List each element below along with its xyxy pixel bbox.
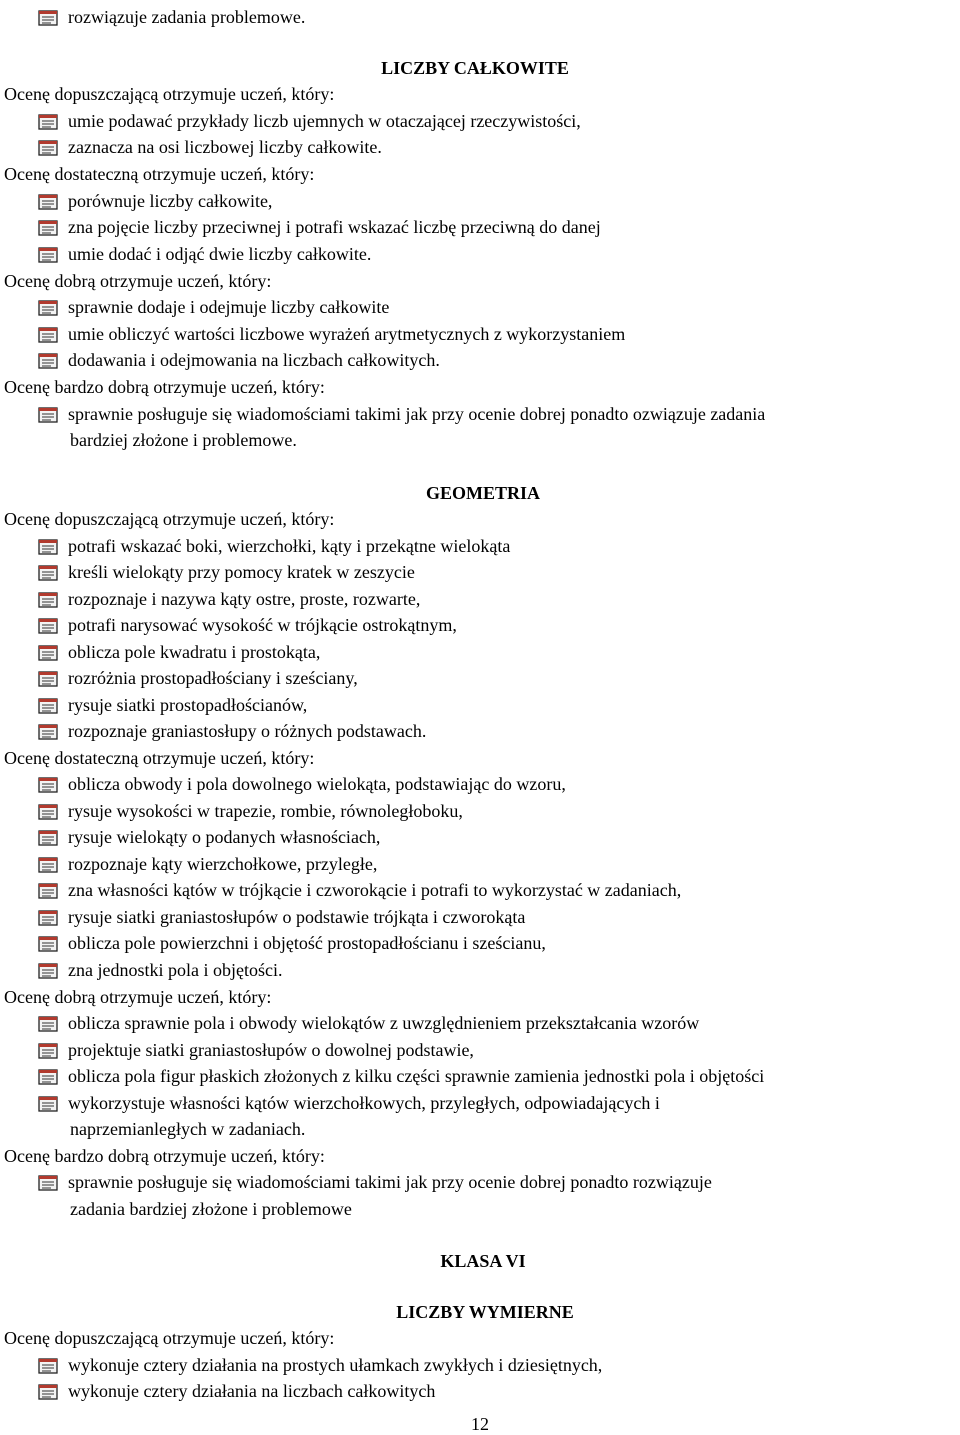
notepad-icon	[38, 1096, 58, 1112]
bullet-icon	[38, 406, 58, 422]
bullet-item	[0, 561, 960, 583]
bullet-icon	[38, 326, 58, 342]
grade-intro-text: Ocenę bardzo dobrą otrzymuje uczeń, który:	[4, 377, 325, 397]
bullet-icon	[38, 644, 58, 660]
notepad-icon	[38, 220, 58, 236]
bullet-text: potrafi wskazać boki, wierzchołki, kąty i przekątne wielokąta	[68, 536, 511, 556]
bullet-text: zna jednostki pola i objętości.	[68, 960, 283, 980]
bullet-item	[0, 6, 960, 28]
bullet-text: oblicza pole powierzchni i objętość prostopadłościanu i sześcianu,	[68, 933, 546, 953]
grade-intro-text: Ocenę dostateczną otrzymuje uczeń, który:	[4, 164, 315, 184]
bullet-text: kreśli wielokąty przy pomocy kratek w zeszycie	[68, 562, 415, 582]
bullet-text: sprawnie dodaje i odejmuje liczby całkowite	[68, 297, 390, 317]
bullet-item	[0, 667, 960, 689]
bullet-item	[0, 535, 960, 557]
bullet-item	[0, 1354, 960, 1376]
bullet-icon	[38, 352, 58, 368]
bullet-icon	[38, 670, 58, 686]
notepad-icon	[38, 777, 58, 793]
bullet-text: oblicza pola figur płaskich złożonych z kilku części sprawnie zamienia jednostki pola i objętości	[68, 1066, 765, 1086]
bullet-text: sprawnie posługuje się wiadomościami takimi jak przy ocenie dobrej ponadto rozwiązuje	[68, 1172, 712, 1192]
bullet-item	[0, 906, 960, 928]
grade-intro-text: Ocenę dostateczną otrzymuje uczeń, który:	[4, 748, 315, 768]
notepad-icon	[38, 592, 58, 608]
bullet-icon	[38, 538, 58, 554]
notepad-icon	[38, 671, 58, 687]
bullet-text: zaznacza na osi liczbowej liczby całkowite.	[68, 137, 382, 157]
bullet-icon	[38, 113, 58, 129]
bullet-text: wykonuje cztery działania na prostych ułamkach zwykłych i dziesiętnych,	[68, 1355, 603, 1375]
bullet-text: rozpoznaje kąty wierzchołkowe, przyległe,	[68, 854, 378, 874]
bullet-item	[0, 800, 960, 822]
grade-intro-text: Ocenę bardzo dobrą otrzymuje uczeń, który:	[4, 1146, 325, 1166]
notepad-icon	[38, 539, 58, 555]
grade-intro-text: Ocenę dopuszczającą otrzymuje uczeń, który:	[4, 1328, 335, 1348]
section-heading: LICZBY CAŁKOWITE	[381, 58, 569, 78]
bullet-item	[0, 588, 960, 610]
grade-intro	[0, 376, 960, 398]
grade-intro	[0, 986, 960, 1008]
bullet-icon	[38, 1357, 58, 1373]
notepad-icon	[38, 327, 58, 343]
bullet-item	[0, 136, 960, 158]
notepad-icon	[38, 618, 58, 634]
bullet-text: zna pojęcie liczby przeciwnej i potrafi wskazać liczbę przeciwną do danej	[68, 217, 601, 237]
notepad-icon	[38, 804, 58, 820]
bullet-text: rysuje wysokości w trapezie, rombie, równoległoboku,	[68, 801, 463, 821]
bullet-continuation	[0, 429, 960, 451]
bullet-text: potrafi narysować wysokość w trójkącie ostrokątnym,	[68, 615, 457, 635]
bullet-icon	[38, 935, 58, 951]
bullet-item	[0, 826, 960, 848]
notepad-icon	[38, 910, 58, 926]
bullet-item	[0, 216, 960, 238]
grade-intro	[0, 1327, 960, 1349]
bullet-icon	[38, 299, 58, 315]
bullet-item	[0, 773, 960, 795]
bullet-item	[0, 694, 960, 716]
bullet-icon	[38, 909, 58, 925]
grade-intro-text: Ocenę dobrą otrzymuje uczeń, który:	[4, 987, 272, 1007]
bullet-text: projektuje siatki graniastosłupów o dowolnej podstawie,	[68, 1040, 474, 1060]
bullet-item	[0, 243, 960, 265]
notepad-icon	[38, 1016, 58, 1032]
bullet-text: porównuje liczby całkowite,	[68, 191, 273, 211]
bullet-text: sprawnie posługuje się wiadomościami takimi jak przy ocenie dobrej ponadto ozwiązuje zadania	[68, 404, 766, 424]
notepad-icon	[38, 1358, 58, 1374]
bullet-text: oblicza pole kwadratu i prostokąta,	[68, 642, 321, 662]
bullet-item	[0, 403, 960, 425]
continuation-text: zadania bardziej złożone i problemowe	[70, 1199, 352, 1219]
section-heading: LICZBY WYMIERNE	[396, 1302, 574, 1322]
notepad-icon	[38, 10, 58, 26]
bullet-item	[0, 1012, 960, 1034]
bullet-text: rysuje wielokąty o podanych własnościach,	[68, 827, 381, 847]
notepad-icon	[38, 1384, 58, 1400]
bullet-item	[0, 1039, 960, 1061]
bullet-icon	[38, 9, 58, 25]
grade-intro	[0, 508, 960, 530]
bullet-text: oblicza sprawnie pola i obwody wielokątów z uwzględnieniem przekształcania wzorów	[68, 1013, 700, 1033]
bullet-icon	[38, 1042, 58, 1058]
notepad-icon	[38, 724, 58, 740]
bullet-icon	[38, 803, 58, 819]
bullet-text: umie dodać i odjąć dwie liczby całkowite.	[68, 244, 372, 264]
continuation-text: bardziej złożone i problemowe.	[70, 430, 297, 450]
notepad-icon	[38, 883, 58, 899]
bullet-text: rozwiązuje zadania problemowe.	[68, 7, 306, 27]
section-heading: GEOMETRIA	[425, 483, 540, 503]
bullet-text: wykorzystuje własności kątów wierzchołkowych, przyległych, odpowiadających i	[68, 1093, 660, 1113]
bullet-text: rysuje siatki prostopadłościanów,	[68, 695, 308, 715]
bullet-icon	[38, 139, 58, 155]
bullet-item	[0, 296, 960, 318]
continuation-text: naprzemianległych w zadaniach.	[70, 1119, 306, 1139]
bullet-text: zna własności kątów w trójkącie i czworokącie i potrafi to wykorzystać w zadaniach,	[68, 880, 682, 900]
notepad-icon	[38, 936, 58, 952]
bullet-icon	[38, 193, 58, 209]
bullet-item	[0, 323, 960, 345]
notepad-icon	[38, 353, 58, 369]
grade-intro	[0, 747, 960, 769]
bullet-text: rysuje siatki graniastosłupów o podstawie trójkąta i czworokąta	[68, 907, 526, 927]
bullet-text: wykonuje cztery działania na liczbach całkowitych	[68, 1381, 436, 1401]
notepad-icon	[38, 1043, 58, 1059]
grade-intro	[0, 83, 960, 105]
grade-intro-text: Ocenę dopuszczającą otrzymuje uczeń, który:	[4, 509, 335, 529]
notepad-icon	[38, 140, 58, 156]
bullet-text: oblicza obwody i pola dowolnego wielokąta, podstawiając do wzoru,	[68, 774, 566, 794]
bullet-icon	[38, 1068, 58, 1084]
bullet-icon	[38, 829, 58, 845]
bullet-item	[0, 1171, 960, 1193]
notepad-icon	[38, 1175, 58, 1191]
bullet-text: rozróżnia prostopadłościany i sześciany,	[68, 668, 358, 688]
bullet-icon	[38, 219, 58, 235]
notepad-icon	[38, 194, 58, 210]
bullet-item	[0, 932, 960, 954]
bullet-item	[0, 349, 960, 371]
section-heading: KLASA VI	[440, 1251, 526, 1271]
bullet-item	[0, 1092, 960, 1114]
notepad-icon	[38, 565, 58, 581]
bullet-icon	[38, 564, 58, 580]
bullet-item	[0, 1380, 960, 1402]
bullet-item	[0, 959, 960, 981]
notepad-icon	[38, 645, 58, 661]
bullet-icon	[38, 697, 58, 713]
grade-intro-text: Ocenę dobrą otrzymuje uczeń, który:	[4, 271, 272, 291]
bullet-icon	[38, 617, 58, 633]
bullet-continuation	[0, 1198, 960, 1220]
bullet-text: rozpoznaje i nazywa kąty ostre, proste, rozwarte,	[68, 589, 421, 609]
bullet-icon	[38, 591, 58, 607]
bullet-item	[0, 879, 960, 901]
bullet-icon	[38, 723, 58, 739]
bullet-item	[0, 1065, 960, 1087]
notepad-icon	[38, 407, 58, 423]
bullet-continuation	[0, 1118, 960, 1140]
notepad-icon	[38, 247, 58, 263]
bullet-icon	[38, 856, 58, 872]
notepad-icon	[38, 114, 58, 130]
bullet-icon	[38, 776, 58, 792]
bullet-text: umie obliczyć wartości liczbowe wyrażeń arytmetycznych z wykorzystaniem	[68, 324, 626, 344]
notepad-icon	[38, 1069, 58, 1085]
bullet-icon	[38, 1383, 58, 1399]
notepad-icon	[38, 963, 58, 979]
bullet-icon	[38, 246, 58, 262]
grade-intro	[0, 1145, 960, 1167]
bullet-icon	[38, 962, 58, 978]
bullet-text: rozpoznaje graniastosłupy o różnych podstawach.	[68, 721, 427, 741]
bullet-item	[0, 110, 960, 132]
notepad-icon	[38, 830, 58, 846]
bullet-text: umie podawać przykłady liczb ujemnych w otaczającej rzeczywistości,	[68, 111, 581, 131]
notepad-icon	[38, 857, 58, 873]
bullet-item	[0, 720, 960, 742]
bullet-item	[0, 641, 960, 663]
notepad-icon	[38, 698, 58, 714]
bullet-icon	[38, 882, 58, 898]
bullet-icon	[38, 1174, 58, 1190]
bullet-item	[0, 614, 960, 636]
bullet-item	[0, 190, 960, 212]
grade-intro	[0, 163, 960, 185]
grade-intro-text: Ocenę dopuszczającą otrzymuje uczeń, który:	[4, 84, 335, 104]
bullet-icon	[38, 1015, 58, 1031]
grade-intro	[0, 270, 960, 292]
bullet-text: dodawania i odejmowania na liczbach całkowitych.	[68, 350, 440, 370]
bullet-item	[0, 853, 960, 875]
notepad-icon	[38, 300, 58, 316]
bullet-icon	[38, 1095, 58, 1111]
page-number: 12	[471, 1414, 489, 1434]
